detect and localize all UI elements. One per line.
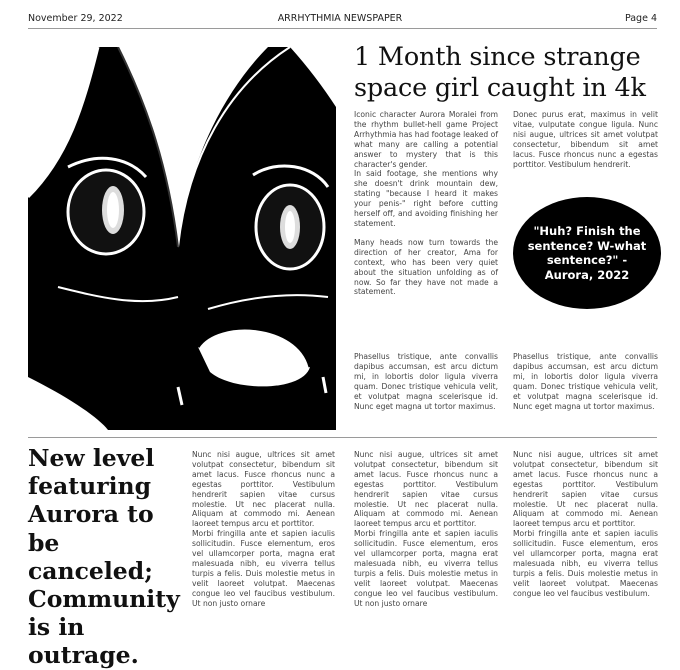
cartoon-face-closeup-illustration <box>28 47 336 430</box>
newspaper-title: ARRHYTHMIA NEWSPAPER <box>277 13 403 24</box>
header-rule <box>28 28 657 29</box>
article-2-column-3 <box>513 450 658 599</box>
article-1-headline: 1 Month since strange space girl caught in 4k <box>354 42 646 103</box>
article-1-paragraph: Many heads now turn towards the direction of her creator, Ama for context, who has been very quiet about the situation unfolding as of now. So far they have not made a statement. <box>354 237 498 297</box>
article-1-column-2 <box>513 110 658 169</box>
article-2-paragraph: Nunc nisi augue, ultrices sit amet volutpat consectetur, bibendum sit amet lacus. Fusce rhoncus nunc a egestas porttitor. Vestibulum hendrerit sapien vitae cursus molestie. Ut nec placerat nulla. Aliquam at commodo mi. Aenean laoreet tempus arcu et porttitor. <box>513 450 658 529</box>
quote-bubble <box>513 197 661 309</box>
article-1-paragraph: Phasellus tristique, ante convallis dapibus accumsan, est arcu dictum mi, in lobortis dolor ligula viverra quam. Donec tristique vehicula velit, et volutpat magna scelerisque id. Nunc eget magna ut tortor maximus. <box>354 352 498 411</box>
article-1-paragraph: Iconic character Aurora Moralei from the rhythm bullet-hell game Project Arrhythmia has had footage leaked of what many are calling a potential answer to mystery that is this character's gender. <box>354 110 498 169</box>
article-1-column-4 <box>513 352 658 411</box>
page-number: Page 4 <box>624 13 657 24</box>
article-2-paragraph: Morbi fringilla ante et sapien iaculis sollicitudin. Fusce elementum, eros vel ullamcorper porta, magna erat malesuada nibh, eu viverra tellus turpis a felis. Duis molestie metus in velit laoreet volutpat. Maecenas congue leo vel faucibus vestibulum. Ut non justo ornare <box>354 529 498 608</box>
article-2-column-1 <box>192 450 335 609</box>
article-1-paragraph: Donec purus erat, maximus in velit vitae, vulputate congue ligula. Nunc nisi augue, ultrices sit amet volutpat consectetur, bibendum sit amet lacus. Fusce rhoncus nunc a egestas porttitor. Vestibulum hendrerit. <box>513 110 658 169</box>
article-2-paragraph: Morbi fringilla ante et sapien iaculis sollicitudin. Fusce elementum, eros vel ullamcorper porta, magna erat malesuada nibh, eu viverra tellus turpis a felis. Duis molestie metus in velit laoreet volutpat. Maecenas congue leo vel faucibus vestibulum. Ut non justo ornare <box>192 529 335 608</box>
article-1-paragraph: Phasellus tristique, ante convallis dapibus accumsan, est arcu dictum mi, in lobortis dolor ligula viverra quam. Donec tristique vehicula velit, et volutpat magna scelerisque id. Nunc eget magna ut tortor maximus. <box>513 352 658 411</box>
quote-text: "Huh? Finish the sentence? W-what sentence?" -Aurora, 2022 <box>527 224 647 282</box>
article-2-headline: New level featuring Aurora to be canceled; Community is in outrage. <box>28 444 180 670</box>
article-2-paragraph: Morbi fringilla ante et sapien iaculis sollicitudin. Fusce elementum, eros vel ullamcorper porta, magna erat malesuada nibh, eu viverra tellus turpis a felis. Duis molestie metus in velit laoreet volutpat. Maecenas congue leo vel faucibus vestibulum. <box>513 529 658 598</box>
article-1-paragraph: In said footage, she mentions why she doesn't drink mountain dew, stating "because I heard it makes your penis-" right before cutting herself off, and avoiding finishing her statement. <box>354 169 498 228</box>
article-2-column-2 <box>354 450 498 609</box>
article-1-column-1 <box>354 110 498 297</box>
article-1-column-3 <box>354 352 498 411</box>
article-2-paragraph: Nunc nisi augue, ultrices sit amet volutpat consectetur, bibendum sit amet lacus. Fusce rhoncus nunc a egestas porttitor. Vestibulum hendrerit sapien vitae cursus molestie. Ut nec placerat nulla. Aliquam at commodo mi. Aenean laoreet tempus arcu et porttitor. <box>192 450 335 529</box>
section-divider <box>28 437 657 438</box>
article-2-paragraph: Nunc nisi augue, ultrices sit amet volutpat consectetur, bibendum sit amet lacus. Fusce rhoncus nunc a egestas porttitor. Vestibulum hendrerit sapien vitae cursus molestie. Ut nec placerat nulla. Aliquam at commodo mi. Aenean laoreet tempus arcu et porttitor. <box>354 450 498 529</box>
article-illustration <box>28 47 336 430</box>
issue-date: November 29, 2022 <box>28 13 123 24</box>
